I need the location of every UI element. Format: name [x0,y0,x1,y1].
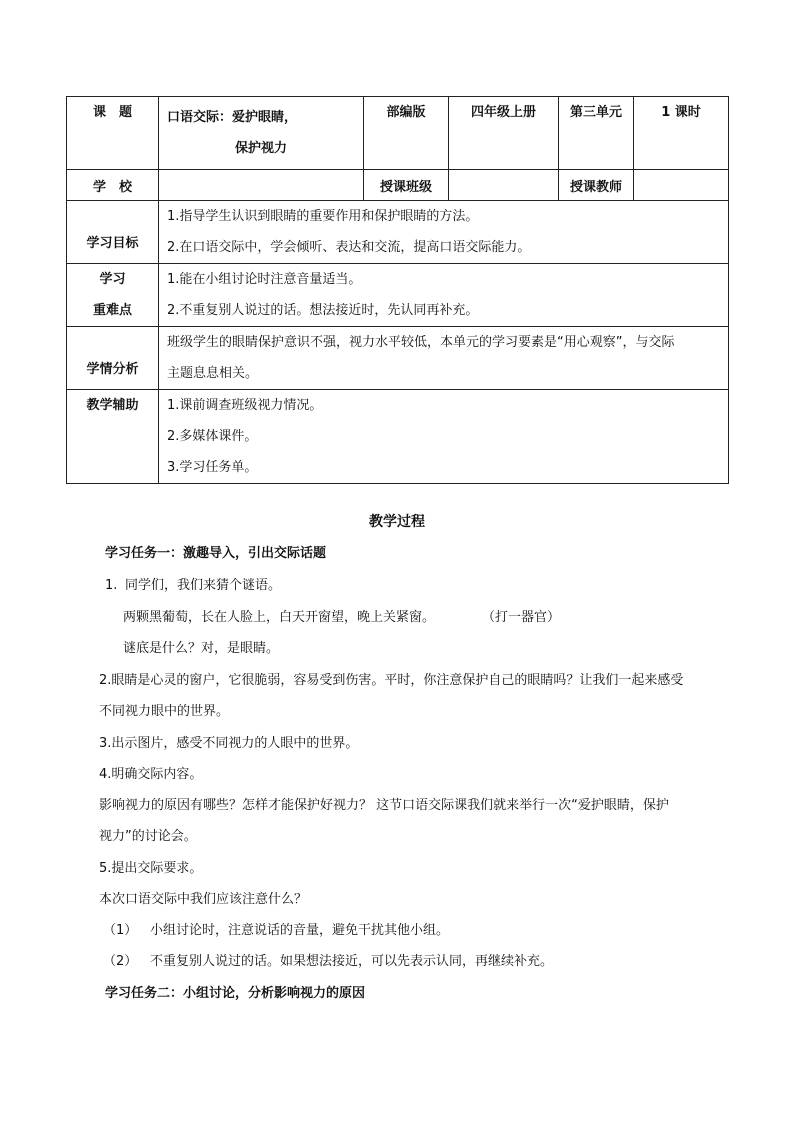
step2-line-1: 2.眼睛是心灵的窗户，它很脆弱，容易受到伤害。平时，你注意保护自己的眼睛吗？让我们一起来感受 [99,673,684,688]
topic-line-1: 口语交际：爱护眼睛， [167,110,298,125]
school-label: 学 校 [67,170,159,201]
aids-content [159,390,729,484]
analysis-label-text: 学情分析 [86,361,139,377]
aid-item: 2.多媒体课件。 [167,429,258,444]
table-row [67,264,729,327]
aids-label-text: 教学辅助 [86,398,139,413]
step4-line-1: 影响视力的原因有哪些？怎样才能保护好视力？ 这节口语交际课我们就来举行一次“爱护眼睛，保护 [99,798,669,813]
school-value [159,170,364,201]
key-points-label-line-1: 学习 [99,272,126,287]
step2-line-2: 不同视力眼中的世界。 [99,704,230,719]
step4-line-2: 视力”的讨论会。 [99,829,197,844]
analysis-line: 班级学生的眼睛保护意识不强，视力水平较低，本单元的学习要素是“用心观察”，与交际 [167,335,675,350]
step4-text: 4.明确交际内容。 [99,767,203,782]
table-row [67,390,729,484]
riddle-answer: 谜底是什么？对，是眼睛。 [123,641,280,656]
step1-number: 1. [105,578,118,593]
key-points-content [159,264,729,327]
aids-label [67,390,159,484]
aid-item: 1.课前调查班级视力情况。 [167,398,323,413]
topic-label: 课 题 [67,97,159,170]
table-row [67,327,729,390]
analysis-content [159,327,729,390]
table-row [67,170,729,201]
goal-item: 1.指导学生认识到眼睛的重要作用和保护眼睛的方法。 [167,209,479,224]
topic-value [159,97,364,170]
analysis-label [67,327,159,390]
goals-label-text: 学习目标 [86,235,139,251]
goals-label [67,201,159,264]
process-title: 教学过程 [369,514,425,530]
step3-text: 3.出示图片，感受不同视力的人眼中的世界。 [99,736,359,751]
teacher-label: 授课教师 [559,170,634,201]
class-label: 授课班级 [364,170,449,201]
analysis-line: 主题息息相关。 [167,366,259,381]
teacher-value [634,170,729,201]
requirement-2-number: （2） [103,954,138,969]
task2-heading: 学习任务二：小组讨论，分析影响视力的原因 [105,986,366,1001]
key-point-item: 2.不重复别人说过的话。想法接近时，先认同再补充。 [167,303,479,318]
class-value [449,170,559,201]
key-points-label-line-2: 重难点 [92,303,132,318]
aid-item: 3.学习任务单。 [167,460,258,475]
key-points-label [67,264,159,327]
lesson-info-table [66,96,729,484]
edition-cell: 部编版 [364,97,449,170]
riddle-text: 两颗黑葡萄，长在人脸上，白天开窗望，晚上关紧窗。 [123,610,436,625]
topic-line-2: 保护视力 [234,141,287,156]
hours-cell: 1 课时 [634,97,729,170]
requirement-1-number: （1） [103,923,138,938]
requirement-2-text: 不重复别人说过的话。如果想法接近，可以先表示认同，再继续补充。 [150,954,554,969]
unit-cell: 第三单元 [559,97,634,170]
goals-content [159,201,729,264]
key-point-item: 1.能在小组讨论时注意音量适当。 [167,272,362,287]
step5-question: 本次口语交际中我们应该注意什么？ [99,892,308,907]
riddle-hint: （打一器官） [482,610,561,625]
table-row [67,201,729,264]
step5-text: 5.提出交际要求。 [99,861,203,876]
task1-heading: 学习任务一：激趣导入，引出交际话题 [105,546,327,561]
grade-cell: 四年级上册 [449,97,559,170]
requirement-1-text: 小组讨论时，注意说话的音量，避免干扰其他小组。 [150,923,450,938]
table-row [67,97,729,170]
goal-item: 2.在口语交际中，学会倾听、表达和交流，提高口语交际能力。 [167,240,531,255]
step1-text: 同学们，我们来猜个谜语。 [125,578,282,593]
